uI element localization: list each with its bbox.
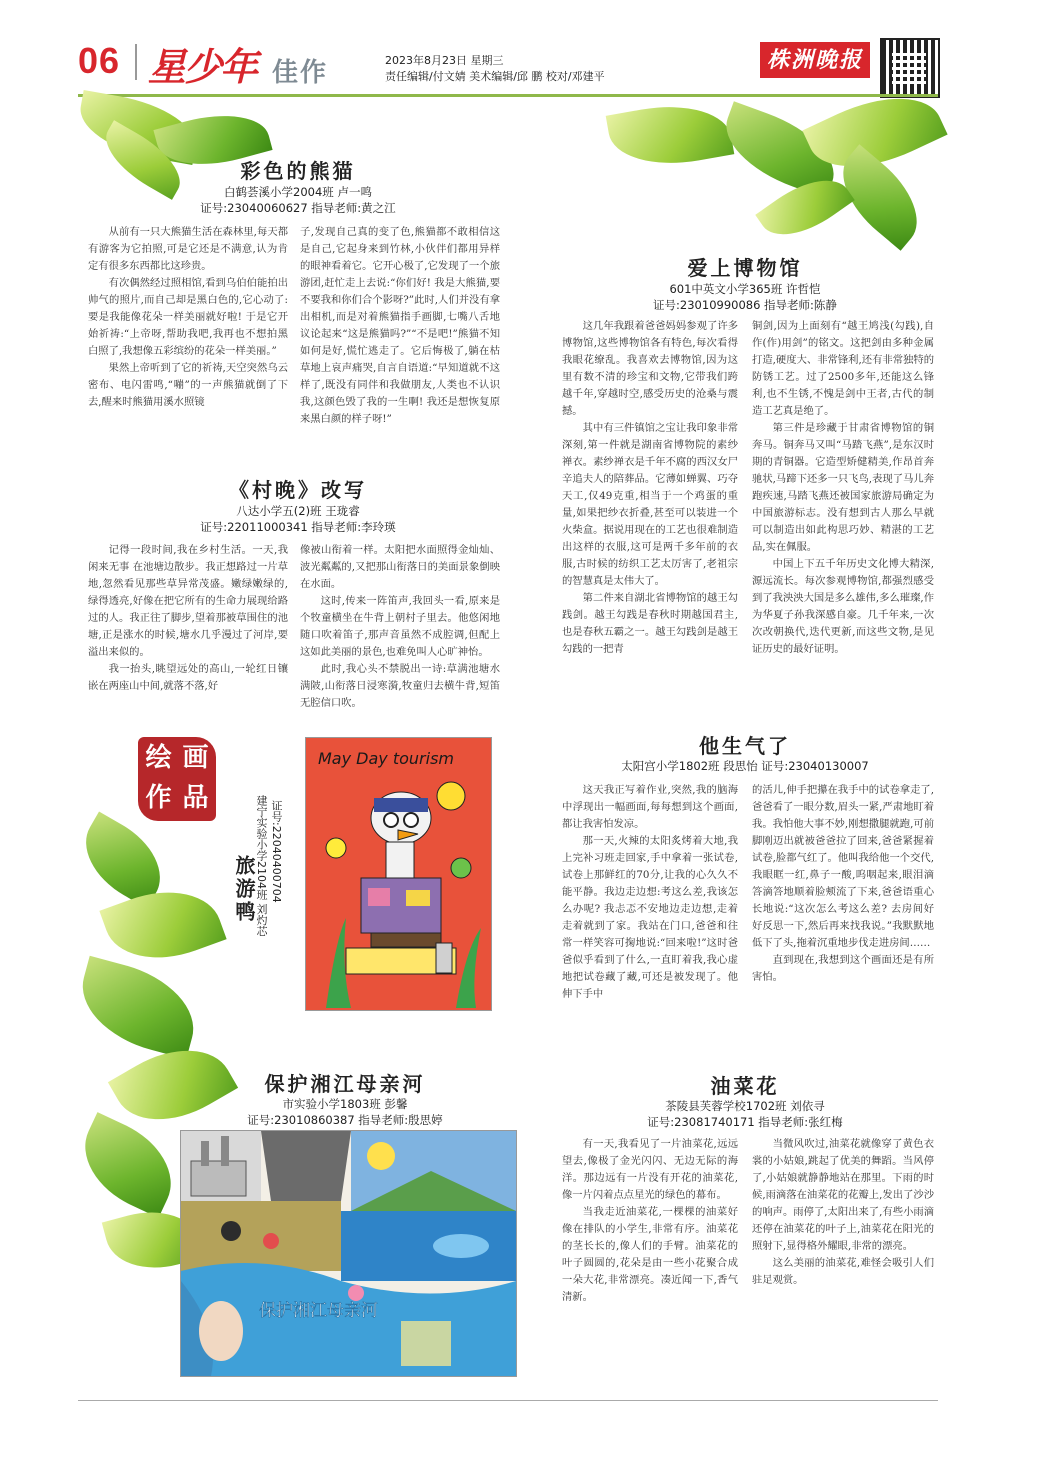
leaf-cluster-top-right: [600, 100, 940, 250]
rapeseed-col2: [752, 1136, 934, 1289]
village-school: 八达小学五(2)班 王珑睿: [236, 504, 360, 518]
river-painting: [180, 1130, 517, 1377]
village-cert: 证号:22011000341 指导老师:李玲瑛: [200, 520, 396, 534]
rapeseed-title: 油菜花: [710, 1074, 780, 1098]
badge-char: 作: [145, 783, 172, 813]
paragraph: 第三件是珍藏于甘肃省博物馆的铜奔马。铜奔马又叫“马踏飞燕”,是东汉时期的青铜器。它造型矫健精美,作昂首奔驰状,马蹄下还多一只飞鸟,表现了马儿奔跑疾速,马踏飞燕还被国家旅游局确定为中国旅游标志。没有想到古人那么早就可以制造出如此构思巧妙、精湛的工艺品,实在佩服。: [752, 422, 934, 553]
museum-col1: [562, 318, 738, 658]
paragraph: 中国上下五千年历史文化博大精深,源远流长。每次参观博物馆,都强烈感受到了我泱泱大国是多么雄伟,多么璀璨,作为华夏子孙我深感自豪。几千年来,一次次改朝换代,迭代更新,而这些文物,是见证历史的最好证明。: [752, 558, 934, 655]
artwork-cert: 证号:22040400704: [270, 800, 283, 903]
duck-painting-art: [306, 738, 491, 1010]
panda-title: 彩色的熊猫: [240, 159, 356, 183]
village-col1: [88, 542, 288, 695]
river-painting-art: [181, 1131, 516, 1376]
angry-title: 他生气了: [699, 734, 791, 758]
river-school: 市实验小学1803班 彭馨: [282, 1097, 408, 1111]
footer-rule: [78, 1400, 938, 1401]
paragraph: 那一天,火辣的太阳炙烤着大地,我上完补习班走回家,手中拿着一张试卷,试卷上那鲜红的70分,让我的心久久不能平静。我边走边想:考这么差,我该怎么办呢? 我忐忑不安地边走边想,走着走着就到了家。我站在门口,爸爸和往常一样笑容可掬地说:“回来啦!”这时爸爸似乎看到了什么,一直盯着我,我心虚地把试卷藏了藏,可还是被发现了。他伸下手中: [562, 835, 738, 1000]
brand-title: 星少年: [148, 44, 257, 89]
panda-col2: [300, 224, 500, 428]
artwork-title: 旅游鸭: [232, 855, 256, 924]
newspaper-logo: 株洲晚报: [760, 42, 870, 78]
artwork-badge-label: [140, 738, 214, 820]
angry-col2: [752, 782, 934, 986]
paragraph: 的活儿,伸手把攥在我手中的试卷拿走了,爸爸看了一眼分数,眉头一紧,严肃地盯着我。我怕他大事不妙,刚想撒腿就跑,可前脚刚迈出就被爸爸拉了回来,爸爸紧握着试卷,脸都气红了。他叫我给他一个交代,我眼眶一红,鼻子一酸,呜咽起来,眼泪滴答滴答地顺着脸颊流了下来,爸爸语重心长地说:“这次怎么考这么差? 去房间好好反思一下,然后再来找我说。”我默默地低下了头,拖着沉重地步伐走进房间……: [752, 784, 934, 949]
panda-school: 白鹤荟溪小学2004班 卢一鸣: [224, 185, 372, 199]
panda-cert: 证号:23040060627 指导老师:黄之江: [200, 201, 396, 215]
duck-painting: [305, 737, 492, 1011]
badge-char: 品: [182, 783, 209, 813]
badge-char: 绘: [145, 743, 172, 773]
paragraph: 像被山衔着一样。太阳把水面照得金灿灿、波光粼粼的,又把那山衔落日的美面景象倒映在水面。: [300, 544, 500, 590]
village-title: 《村晚》改写: [229, 478, 367, 502]
paragraph: 这天我正写着作业,突然,我的脑海中浮现出一幅画面,每每想到这个画面,都让我害怕发凉。: [562, 784, 738, 830]
paragraph: 当微风吹过,油菜花就像穿了黄色衣裳的小姑娘,跳起了优美的舞蹈。当风停了,小姑娘就静静地站在那里。下雨的时候,雨滴落在油菜花的花瓣上,发出了沙沙的响声。雨停了,太阳出来了,有些小雨滴还停在油菜花的叶子上,油菜花在阳光的照射下,显得格外耀眼,非常的漂亮。: [752, 1138, 934, 1252]
painting-caption: May Day tourism: [318, 749, 454, 768]
river-painting-caption: 保护湘江母亲河: [259, 1301, 378, 1321]
editors-line: 责任编辑/付文婧 美术编辑/邱 鹏 校对/邓建平: [385, 70, 605, 83]
paragraph: 我一抬头,眺望远处的高山,一轮红日镶嵌在两座山中间,就落不落,好: [88, 663, 288, 692]
river-cert: 证号:23010860387 指导老师:殷思婷: [247, 1113, 443, 1127]
panda-col1: [88, 224, 288, 411]
paragraph: 从前有一只大熊猫生活在森林里,每天都有游客为它拍照,可是它还是不满意,认为肯定有很多东西都比这珍贵。: [88, 226, 288, 272]
rapeseed-school: 茶陵县芙蓉学校1702班 刘依寻: [665, 1099, 825, 1113]
paragraph: 记得一段时间,我在乡村生活。一天,我闲来无事 在池塘边散步。我正想路过一片草地,忽然看见那些草异常茂盛。嫩绿嫩绿的,绿得透亮,好像在把它所有的生命力展现给路过的人。我正往了脚步,望着那被草围住的池塘,正是涨水的时候,塘水几乎漫过了河岸,要溢出来似的。: [88, 544, 288, 658]
museum-title: 爱上博物馆: [687, 256, 803, 280]
paragraph: 其中有三件镇馆之宝让我印象非常深刻,第一件就是湖南省博物院的素纱禅衣。素纱禅衣是千年不腐的西汉女尸辛追夫人的陪葬品。它薄如蝉翼、巧夺天工,仅49克重,相当于一个鸡蛋的重量,如果把纱衣折叠,甚至可以装进一个火柴盒。据说用现在的工艺也很难制造出这样的衣服,这可是两千多年前的衣服,古时候的纺织工艺太厉害了,老祖宗的智慧真是太伟大了。: [562, 422, 738, 587]
river-title: 保护湘江母亲河: [264, 1072, 426, 1096]
museum-cert: 证号:23010990086 指导老师:陈静: [653, 298, 837, 312]
paragraph: 此时,我心头不禁脱出一诗:草满池塘水满陂,山衔落日浸寒漪,牧童归去横牛背,短笛无腔信口吹。: [300, 663, 500, 709]
header-divider: [135, 44, 137, 80]
paragraph: 当我走近油菜花,一棵棵的油菜好像在排队的小学生,非常有序。油菜花的茎长长的,像人们的手臂。油菜花的叶子圆圆的,花朵是由一些小花聚合成一朵大花,非常漂亮。凑近闻一下,香气清新。: [562, 1206, 738, 1303]
paragraph: 有次偶然经过照相馆,看到乌伯伯能拍出帅气的照片,而自己却是黑白色的,它心动了:要是我能像花朵一样美丽就好啦! 于是它开始祈祷:“上帝呀,帮助我吧,我再也不想拍黑白照了,我想像五彩缤纷的花朵一样美丽。”: [88, 277, 288, 357]
date-line: 2023年8月23日 星期三: [385, 54, 504, 67]
section-title: 佳作: [272, 58, 329, 88]
museum-school: 601中英文小学365班 许哲恺: [669, 282, 821, 296]
paragraph: 铜剑,因为上面刻有“越王鸠浅(勾践),自作(作)用剑”的铭文。这把剑由多种金属打造,硬度大、非常锋利,还有非常独特的防锈工艺。过了2500多年,还能这么锋利,也不生锈,不愧是剑中王者,古代的制造工艺真是绝了。: [752, 320, 934, 417]
paragraph: 果然上帝听到了它的祈祷,天空突然乌云密布、电闪雷鸣,“嘣”的一声熊猫就倒了下去,醒来时熊猫用溪水照镜: [88, 362, 288, 408]
paragraph: 这几年我跟着爸爸妈妈参观了许多博物馆,这些博物馆各有特色,每次看得我眼花缭乱。我喜欢去博物馆,因为这里有数不清的珍宝和文物,它带我们跨越千年,穿越时空,感受历史的沧桑与震撼。: [562, 320, 738, 417]
paragraph: 有一天,我看见了一片油菜花,远远望去,像极了金光闪闪、无边无际的海洋。那边远有一片没有开花的油菜花,像一片闪着点点星光的绿色的幕布。: [562, 1138, 738, 1201]
rapeseed-col1: [562, 1136, 738, 1306]
page-number: 06: [78, 40, 121, 81]
paragraph: 这么美丽的油菜花,难怪会吸引人们驻足观赏。: [752, 1257, 934, 1286]
angry-col1: [562, 782, 738, 1003]
angry-school: 太阳宫小学1802班 段思怡 证号:23040130007: [621, 759, 869, 773]
qr-code-icon[interactable]: [880, 38, 940, 98]
badge-char: 画: [182, 743, 209, 773]
paragraph: 直到现在,我想到这个画面还是有所害怕。: [752, 954, 934, 983]
museum-col2: [752, 318, 934, 658]
paragraph: 子,发现自己真的变了色,熊猫都不敢相信这是自己,它起身来到竹林,小伙伴们都用异样的眼神看着它。它开心极了,它发现了一个旅游团,赶忙走上去说:“你们好! 我是大熊猫,要不要我和你们合个影呀?”此时,人们并没有拿出相机,而是对着熊猫指手画脚,七嘴八舌地议论起来“这是熊猫吗?”“不是吧!”熊猫不知如何是好,慌忙逃走了。它后悔极了,躺在枯草地上哀声痛哭,自言自语道:“早知道就不这样了,既没有同伴和我做朋友,人类也不认识我,这颜色毁了我的一生啊! 我还是想恢复原来黑白颜的样子呀!”: [300, 226, 500, 425]
paragraph: 这时,传来一阵笛声,我回头一看,原来是个牧童横坐在牛背上朝村子里去。他悠闲地随口吹着笛子,那声音虽然不成腔调,但配上这如此美丽的景色,也难免叫人心旷神怡。: [300, 595, 500, 658]
header-rule: [78, 94, 938, 97]
paragraph: 第二件来自湖北省博物馆的越王勾践剑。越王勾践是春秋时期越国君主,也是春秋五霸之一。越王勾践剑是越王勾践的一把青: [562, 592, 738, 655]
rapeseed-cert: 证号:23081740171 指导老师:张红梅: [647, 1115, 843, 1129]
artwork-caption: 建宁实验小学2104班 刘灼芯: [255, 795, 268, 937]
village-col2: [300, 542, 500, 712]
